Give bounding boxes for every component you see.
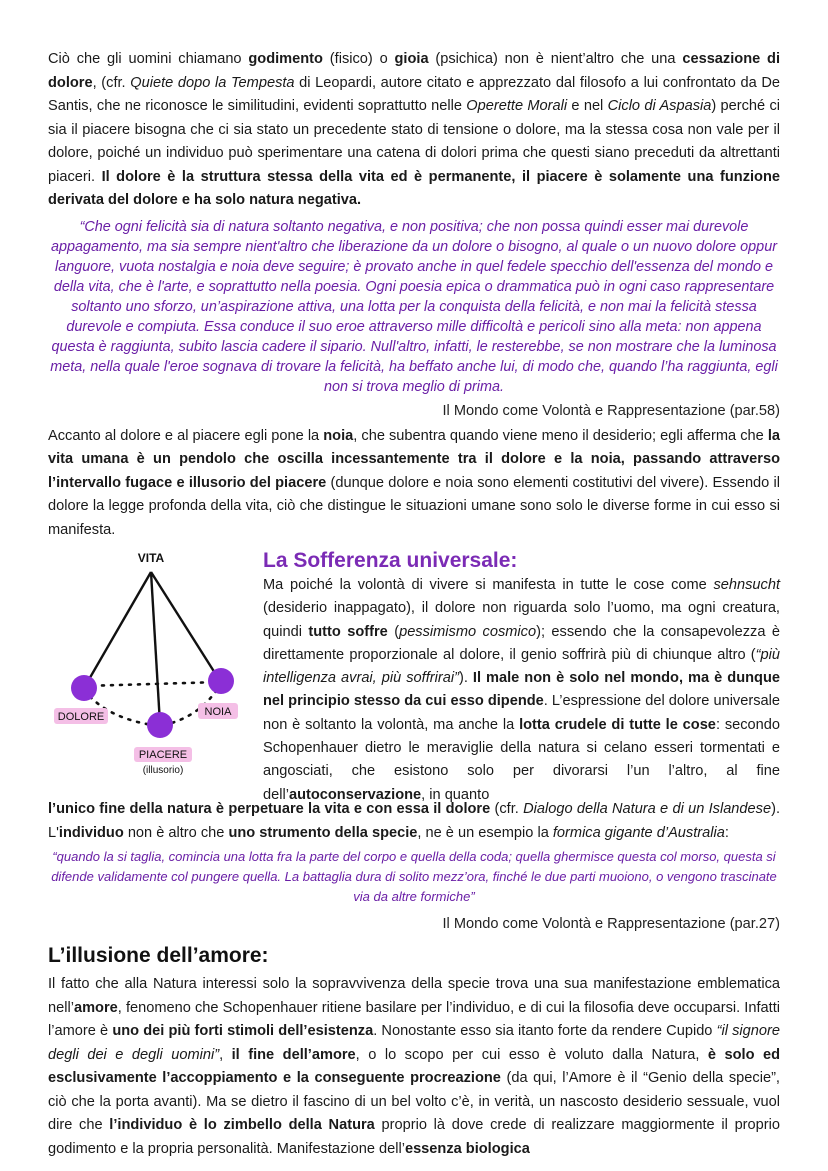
quote-formica: “quando la si taglia, comincia una lotta fra la parte del corpo e quella della coda; quella ghermisce questa col morso, questa si difende validamente col pungere quella. La battaglia dura di solito mezz’ora, finché le due parti muoiono, o vengono trascinate via da altre formiche”	[51, 849, 777, 904]
sofferenza-paragraph-part2: l’unico fine della natura è perpetuare la vita e con essa il dolore (cfr. Dialogo della Natura e di un Islandese). L'individuo non è altro che uno strumento della specie, ne è un esempio la formica gigante d’Australia:	[48, 801, 780, 841]
document-page	[48, 48, 780, 1161]
pendulum-dotted-top	[84, 682, 220, 686]
intro-paragraph: Ciò che gli uomini chiamano godimento (fisico) o gioia (psichica) non è nient’altro che una cessazione di dolore, (cfr. Quiete dopo la Tempesta di Leopardi, autore citato e apprezzato dal filosofo a lui confrontato da De Santis, che ne riconosce le similitudini, evidenti soprattutto nelle Operette Morali e nel Ciclo di Aspasia) perché ci sia il piacere bisogna che ci sia stato un precedente stato di tensione o dolore, ma la stessa cosa non vale per il dolore, poiché un individuo può sperimentare una catena di dolori prima che questi siano preceduti da altrettanti piaceri. Il dolore è la struttura stessa della vita ed è permanente, il piacere è solamente una funzione derivata del dolore e ha solo natura negativa.	[48, 51, 781, 208]
label-dolore: DOLORE	[57, 711, 105, 723]
sofferenza-text	[263, 548, 780, 807]
sofferenza-section	[48, 548, 780, 803]
pendulum-string-right	[151, 572, 220, 681]
pendulum-string-left	[84, 572, 151, 688]
label-illusorio: (illusorio)	[142, 765, 184, 776]
heading-amore: L’illusione dell’amore:	[48, 944, 269, 967]
sofferenza-paragraph-part1: Ma poiché la volontà di vivere si manifesta in tutte le cose come sehnsucht (desiderio inappagato), il dolore non riguarda solo l’uomo, ma ogni creatura, quindi tutto soffre (pessimismo cosmico); essendo che la consapevolezza è direttamente proporzionale al dolore, il genio soffrirà più di chiunque altro (“più intelligenza avrai, più soffrirai”). Il male non è solo nel mondo, ma è dunque nel principio stesso da cui esso dipende. L’espressione del dolore universale non è soltanto la volontà, ma anche la lotta crudele di tutte le cose: secondo Schopenhauer dietro le meraviglie della natura si celano esseri tormentati e angosciati, che esistono solo per divorarsi l’un l’altro, al fine dell’autoconservazione, in quanto	[263, 577, 780, 803]
quote-source: Il Mondo come Volontà e Rappresentazione (par.58)	[442, 402, 780, 419]
quote-felicita: “Che ogni felicità sia di natura soltanto negativa, e non positiva; che non possa quindi esser mai durevole appagamento, ma sia sempre nient'altro che liberazione da un dolore o bisogno, al quale o un nuovo dolore oppur languore, vuota nostalgia e noia deve seguire; è provato anche in quel fedele specchio dell'essenza del mondo e della vita, che è l'arte, e soprattutto nella poesia. Ogni poesia epica o drammatica può in ogni caso rappresentare soltanto uno sforzo, un’aspirazione attiva, una lotta per la conquista della felicità, e non mai la felicità stessa durevole e compiuta. Essa conduce il suo eroe attraverso mille difficoltà e pericoli sino alla meta: non appena questa è raggiunta, subito lascia cadere il sipario. Null'altro, infatti, le resterebbe, se non mostrare che la luminosa meta, nella quale l'eroe sognava di trovare la felicità, ha beffato anche lui, di modo che, quando l’ha raggiunta, egli non si trova meglio di prima.	[50, 218, 778, 395]
ball-dolore	[71, 675, 97, 701]
noia-paragraph: Accanto al dolore e al piacere egli pone la noia, che subentra quando viene meno il desiderio; egli afferma che la vita umana è un pendolo che oscilla incessantemente tra il dolore e la noia, passando attraverso l’intervallo fugace e illusorio del piacere (dunque dolore e noia sono elementi costitutivi del vivere). Essendo il dolore la legge profonda della vita, ciò che distingue le situazioni umane sono solo le diverse forme in cui esso si manifesta.	[48, 427, 781, 538]
label-vita: VITA	[137, 551, 165, 565]
pendulum-diagram	[48, 548, 248, 798]
ball-noia	[208, 668, 234, 694]
label-piacere: PIACERE	[138, 749, 188, 761]
pendulum-string-center	[151, 572, 160, 724]
ball-piacere	[147, 712, 173, 738]
heading-sofferenza: La Sofferenza universale:	[263, 549, 518, 572]
amore-paragraph: Il fatto che alla Natura interessi solo la sopravvivenza della specie trova una sua manifestazione emblematica nell’amore, fenomeno che Schopenhauer ritiene basilare per l’individuo, e di cui la filosofia deve occuparsi. Infatti l’amore è uno dei più forti stimoli dell’esistenza. Nonostante esso sia itanto forte da rendere Cupido “il signore degli dei e degli uomini”, il fine dell’amore, o lo scopo per cui esso è voluto dalla Natura, è solo ed esclusivamente l’accoppiamento e la conseguente procreazione (da qui, l’Amore è il “Genio della specie”, ciò che la porta avanti). Ma se dietro il fascino di un bel volto c’è, in verità, un nascosto desiderio sessuale, vuol dire che l’individuo è lo zimbello della Natura proprio là dove crede di realizzare maggiormente il proprio godimento e la propria personalità. Manifestazione dell’essenza biologica	[48, 976, 781, 1157]
label-noia: NOIA	[204, 706, 232, 718]
quote2-source: Il Mondo come Volontà e Rappresentazione (par.27)	[442, 916, 780, 932]
